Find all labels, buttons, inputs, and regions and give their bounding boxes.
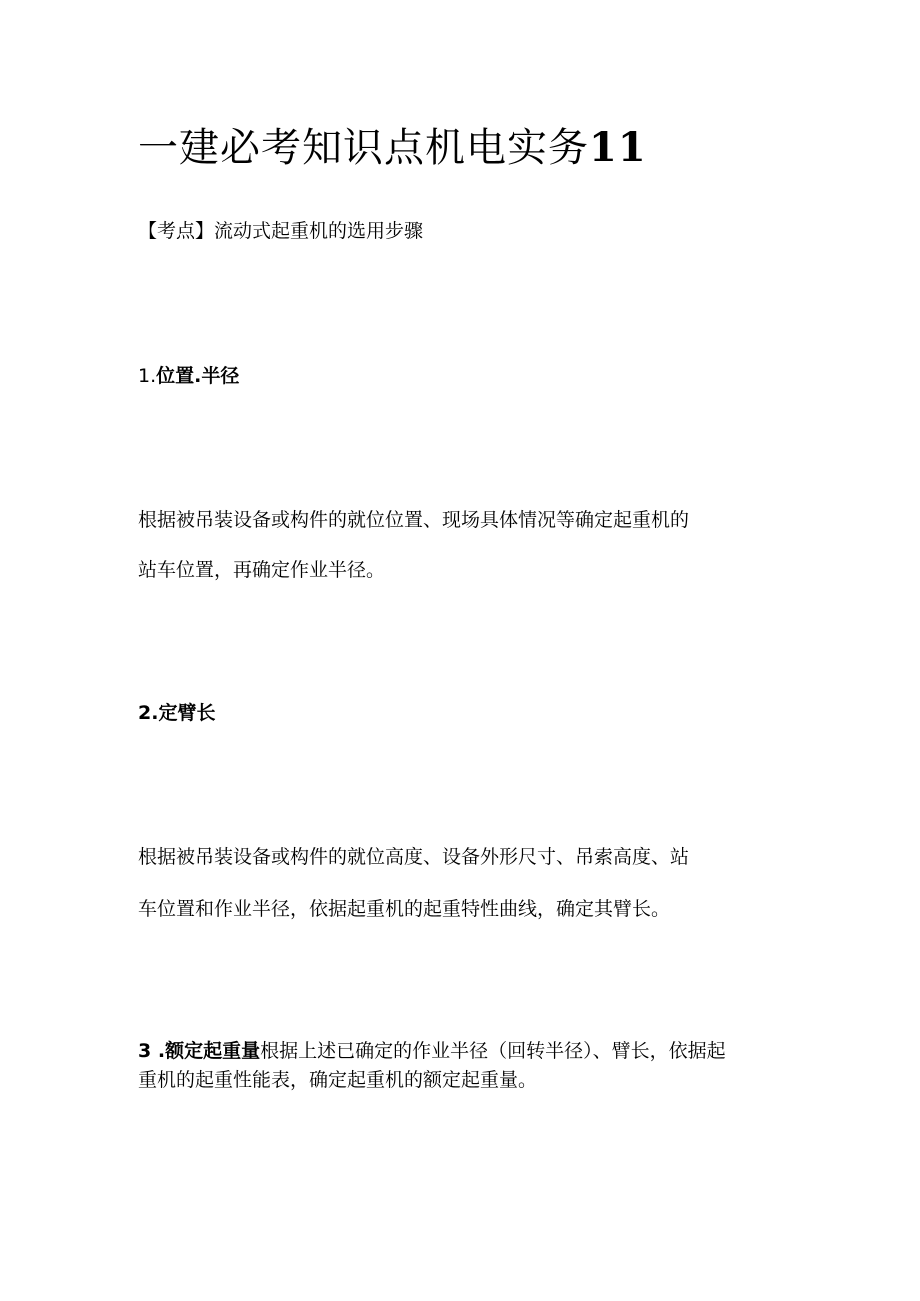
step3-body-line2: 重机的起重性能表，确定起重机的额定起重量。: [138, 1069, 538, 1091]
step1-body-line2: 站车位置，再确定作业半径。: [138, 559, 386, 581]
step1-body-line1: 根据被吊装设备或构件的就位位置、现场具体情况等确定起重机的: [138, 509, 690, 531]
step3-number: 3: [138, 1040, 152, 1062]
title-number: 11: [589, 124, 647, 171]
step3-line1: [138, 1038, 726, 1064]
title-text: 一建必考知识点机电实务: [138, 125, 589, 171]
step1-heading: [138, 363, 239, 389]
document-title: [138, 122, 647, 174]
step2-heading: 2.定臂长: [138, 702, 216, 724]
step3-heading: .额定起重量: [151, 1040, 261, 1062]
subtitle: 【考点】流动式起重机的选用步骤: [138, 220, 424, 242]
step2-body-line2: 车位置和作业半径，依据起重机的起重特性曲线，确定其臂长。: [138, 898, 671, 920]
step2-body-line1: 根据被吊装设备或构件的就位高度、设备外形尺寸、吊索高度、站: [138, 846, 690, 868]
step1-number: 1.: [138, 365, 157, 387]
step1-heading-text: 位置.半径: [156, 365, 240, 387]
step3-body-line1: 根据上述已确定的作业半径（回转半径）、臂长，依据起: [260, 1040, 726, 1062]
